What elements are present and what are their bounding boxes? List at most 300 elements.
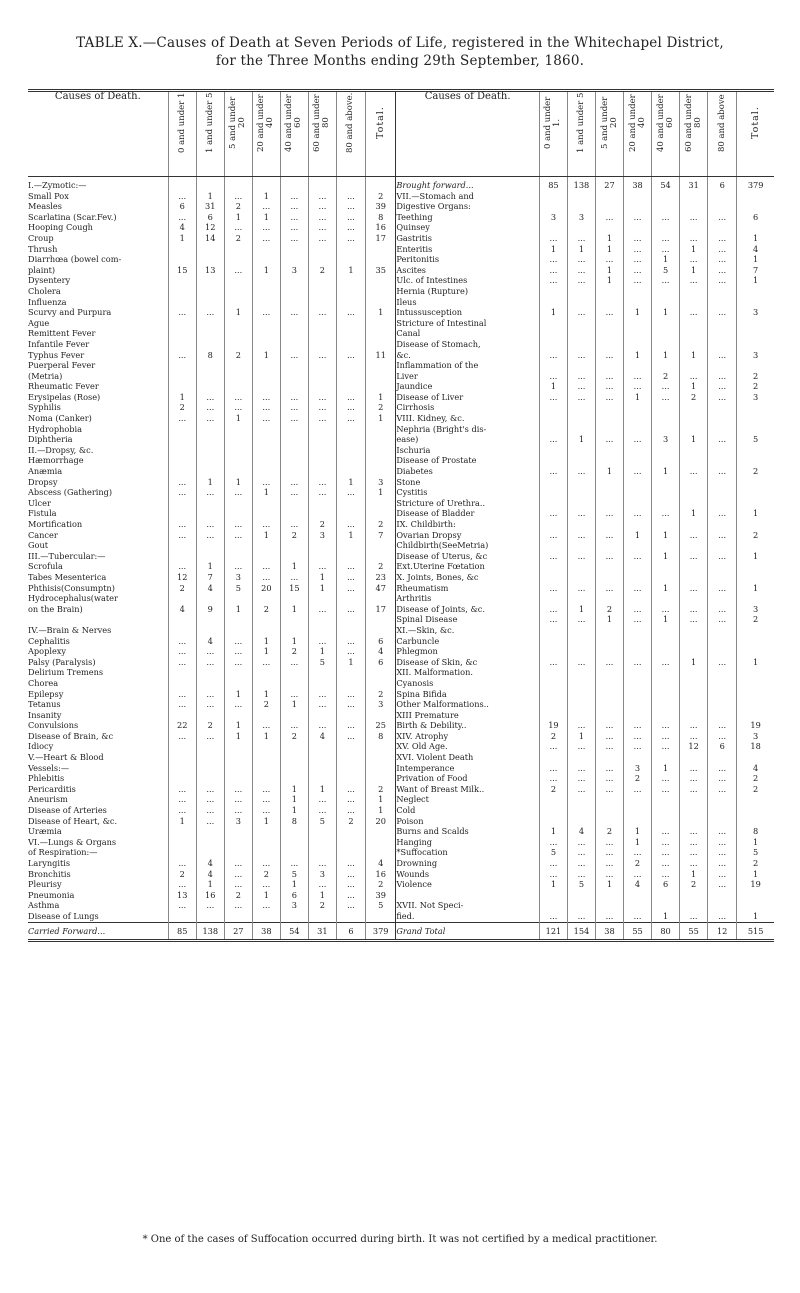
total-cell xyxy=(737,508,774,519)
count-cell xyxy=(567,837,595,848)
count-cell xyxy=(168,625,196,636)
cause-name xyxy=(28,911,168,922)
count-value: 4 xyxy=(207,858,213,868)
cause-label: Phlebitis xyxy=(28,773,65,784)
count-cell xyxy=(567,477,595,488)
total-value: 39 xyxy=(375,889,386,900)
count-cell xyxy=(336,286,365,297)
count-cell xyxy=(224,699,252,710)
count-value: ... xyxy=(234,635,243,646)
count-value: ... xyxy=(178,349,187,360)
count-cell xyxy=(652,869,680,880)
count-cell xyxy=(680,869,708,880)
count-value: 27 xyxy=(604,180,615,190)
cause-label: Disease of Liver xyxy=(396,391,464,402)
count-cell xyxy=(567,530,595,541)
count-cell xyxy=(252,646,280,657)
cause-label: Ext.Uterine Fœtation xyxy=(396,561,485,572)
count-value: 6 xyxy=(291,889,297,900)
cause-label: Vessels:— xyxy=(28,762,70,773)
total-value: 3 xyxy=(753,349,759,360)
total-cell xyxy=(366,222,396,233)
total-value: 4 xyxy=(753,762,759,773)
total-cell xyxy=(366,328,396,339)
count-cell xyxy=(680,371,708,382)
count-cell xyxy=(624,233,652,244)
count-cell xyxy=(280,773,308,784)
count-value: ... xyxy=(661,720,670,731)
cause-name xyxy=(28,402,168,413)
count-value: ... xyxy=(290,190,299,201)
count-value: ... xyxy=(290,232,299,243)
count-cell xyxy=(308,752,336,763)
count-cell xyxy=(624,593,652,604)
count-value: ... xyxy=(718,243,727,254)
count-cell xyxy=(196,339,224,350)
count-cell xyxy=(567,424,595,435)
cause-name xyxy=(396,244,540,255)
count-value: 2 xyxy=(606,826,613,837)
count-cell xyxy=(680,667,708,678)
header-total xyxy=(737,91,774,177)
count-value: ... xyxy=(178,529,187,540)
count-value: 2 xyxy=(179,402,185,413)
count-value: 1 xyxy=(690,349,697,360)
count-value: ... xyxy=(347,783,355,794)
count-cell xyxy=(652,699,680,710)
total-cell xyxy=(737,413,774,424)
count-cell xyxy=(595,657,623,668)
count-cell xyxy=(567,636,595,647)
count-value: ... xyxy=(178,211,187,222)
count-cell xyxy=(336,816,365,827)
count-value: 1 xyxy=(291,635,297,646)
count-value: 2 xyxy=(550,783,557,794)
count-cell xyxy=(708,244,737,255)
count-cell xyxy=(595,625,623,636)
count-cell xyxy=(196,222,224,233)
count-value: ... xyxy=(661,773,670,784)
total-value: 7 xyxy=(753,264,759,275)
cause-label: Gout xyxy=(28,540,49,551)
count-cell xyxy=(168,826,196,837)
count-cell xyxy=(567,657,595,668)
cause-name xyxy=(396,720,540,731)
count-cell xyxy=(595,773,623,784)
total-value: 2 xyxy=(753,529,759,540)
count-cell xyxy=(567,212,595,223)
count-value: ... xyxy=(689,370,698,381)
cause-name xyxy=(396,540,540,551)
count-cell xyxy=(196,318,224,329)
count-value: ... xyxy=(318,561,327,572)
cause-label: Scurvy and Purpura xyxy=(28,307,112,318)
count-cell xyxy=(224,805,252,816)
table-row xyxy=(28,784,774,795)
cause-name xyxy=(28,508,168,519)
cause-name xyxy=(28,392,168,403)
count-cell xyxy=(652,445,680,456)
count-cell xyxy=(280,466,308,477)
count-value: ... xyxy=(206,529,215,540)
count-value: 3 xyxy=(634,762,641,773)
count-cell xyxy=(652,434,680,445)
count-value: ... xyxy=(577,232,586,243)
count-cell xyxy=(308,678,336,689)
count-cell xyxy=(336,879,365,890)
count-cell xyxy=(539,625,567,636)
total-cell xyxy=(366,583,396,594)
cause-label: Intemperance xyxy=(396,762,455,773)
header-age-period xyxy=(336,91,365,177)
total-value: 8 xyxy=(753,826,759,837)
count-value: ... xyxy=(633,582,642,593)
count-cell xyxy=(624,201,652,212)
count-cell xyxy=(252,381,280,392)
count-value: 5 xyxy=(578,879,585,890)
count-cell xyxy=(224,466,252,477)
table-row xyxy=(28,371,774,382)
count-cell xyxy=(336,847,365,858)
total-cell xyxy=(737,837,774,848)
count-cell xyxy=(680,201,708,212)
count-cell xyxy=(595,604,623,615)
cause-name xyxy=(28,752,168,763)
count-cell xyxy=(336,540,365,551)
count-value: ... xyxy=(290,222,299,233)
count-cell xyxy=(308,381,336,392)
cause-name xyxy=(28,689,168,700)
count-value: 1 xyxy=(606,466,613,477)
cause-name xyxy=(28,434,168,445)
count-cell xyxy=(280,254,308,265)
header-total-label: Total. xyxy=(375,106,387,140)
count-cell xyxy=(196,466,224,477)
count-cell xyxy=(567,625,595,636)
count-cell xyxy=(280,720,308,731)
count-cell xyxy=(280,286,308,297)
causes-of-death-table xyxy=(28,89,774,942)
count-cell xyxy=(680,540,708,551)
count-value: ... xyxy=(318,805,327,816)
count-cell xyxy=(624,466,652,477)
count-cell xyxy=(252,455,280,466)
count-cell xyxy=(196,286,224,297)
count-cell xyxy=(708,604,737,615)
count-cell xyxy=(308,720,336,731)
count-cell xyxy=(196,847,224,858)
count-cell xyxy=(680,710,708,721)
count-value: ... xyxy=(633,381,642,392)
count-cell xyxy=(280,275,308,286)
count-cell xyxy=(595,710,623,721)
count-cell xyxy=(567,752,595,763)
total-cell xyxy=(366,731,396,742)
count-cell xyxy=(708,508,737,519)
count-value: 85 xyxy=(177,925,188,936)
count-value: 1 xyxy=(207,879,213,890)
count-cell xyxy=(567,593,595,604)
count-cell xyxy=(168,402,196,413)
count-cell xyxy=(252,307,280,318)
count-value: 154 xyxy=(573,925,590,936)
count-cell xyxy=(708,530,737,541)
count-cell xyxy=(624,551,652,562)
header-age-period xyxy=(280,91,308,177)
cause-label: Idiocy xyxy=(28,741,54,752)
total-cell xyxy=(737,731,774,742)
cause-label: Delirium Tremens xyxy=(28,667,104,678)
count-cell xyxy=(624,275,652,286)
count-cell xyxy=(336,678,365,689)
count-cell xyxy=(652,286,680,297)
count-value: 1 xyxy=(606,879,613,890)
count-cell xyxy=(168,212,196,223)
cause-name xyxy=(396,318,540,329)
count-cell xyxy=(595,265,623,276)
total-cell xyxy=(737,879,774,890)
count-value: ... xyxy=(689,858,698,868)
count-cell xyxy=(567,466,595,477)
total-cell xyxy=(737,222,774,233)
count-cell xyxy=(624,657,652,668)
count-value: ... xyxy=(178,858,187,868)
count-value: 4 xyxy=(207,635,213,646)
table-row xyxy=(28,667,774,678)
count-cell xyxy=(168,413,196,424)
count-value: ... xyxy=(347,222,355,233)
count-cell xyxy=(567,371,595,382)
total-cell xyxy=(366,625,396,636)
count-cell xyxy=(336,360,365,371)
cause-label: XV. Old Age. xyxy=(396,741,448,752)
count-cell xyxy=(595,593,623,604)
total-cell xyxy=(366,911,396,922)
count-cell xyxy=(168,307,196,318)
count-cell xyxy=(652,720,680,731)
count-cell xyxy=(168,424,196,435)
total-cell xyxy=(366,784,396,795)
count-cell xyxy=(567,900,595,911)
cause-label: X. Joints, Bones, &c xyxy=(396,571,479,582)
total-value: 6 xyxy=(378,656,384,667)
total-value: 3 xyxy=(753,730,759,741)
count-value: ... xyxy=(689,232,698,243)
count-cell xyxy=(624,773,652,784)
cause-name xyxy=(396,625,540,636)
count-cell xyxy=(539,540,567,551)
count-value: ... xyxy=(689,762,698,773)
count-cell xyxy=(595,636,623,647)
count-cell xyxy=(624,625,652,636)
count-cell xyxy=(624,371,652,382)
count-value: ... xyxy=(178,635,187,646)
cause-name xyxy=(396,487,540,498)
count-value: ... xyxy=(633,264,642,275)
count-cell xyxy=(252,487,280,498)
count-cell xyxy=(680,837,708,848)
table-row xyxy=(28,434,774,445)
count-cell xyxy=(196,498,224,509)
count-value: 1 xyxy=(179,815,185,826)
table-row xyxy=(28,689,774,700)
count-value: ... xyxy=(577,783,586,794)
count-value: 1 xyxy=(291,603,297,614)
count-value: ... xyxy=(689,720,698,731)
count-cell xyxy=(539,593,567,604)
total-value: 8 xyxy=(378,211,384,222)
count-cell xyxy=(168,297,196,308)
cause-name xyxy=(396,583,540,594)
cause-label: Phthisis(Consumptn) xyxy=(28,582,115,593)
count-cell xyxy=(280,328,308,339)
count-cell xyxy=(624,508,652,519)
count-value: ... xyxy=(234,402,243,413)
count-cell xyxy=(224,593,252,604)
cause-name xyxy=(396,636,540,647)
count-cell xyxy=(539,561,567,572)
count-cell xyxy=(308,858,336,869)
count-cell xyxy=(224,636,252,647)
cause-label: Pericarditis xyxy=(28,783,76,794)
count-value: ... xyxy=(577,741,586,752)
count-cell xyxy=(224,371,252,382)
count-cell xyxy=(252,667,280,678)
table-row xyxy=(28,763,774,774)
total-cell xyxy=(366,816,396,827)
total-cell xyxy=(737,201,774,212)
count-cell xyxy=(308,593,336,604)
count-cell xyxy=(708,466,737,477)
count-value: 12 xyxy=(716,925,728,936)
count-cell xyxy=(336,657,365,668)
cause-name xyxy=(396,710,540,721)
count-value: 1 xyxy=(662,349,669,360)
count-value: 138 xyxy=(202,925,219,936)
count-cell xyxy=(708,424,737,435)
total-value: 1 xyxy=(753,232,759,243)
count-cell xyxy=(539,307,567,318)
count-cell xyxy=(336,784,365,795)
count-value: ... xyxy=(605,773,614,784)
count-cell xyxy=(595,741,623,752)
cause-label: VII.—Stomach and xyxy=(396,190,474,201)
count-cell xyxy=(196,646,224,657)
count-cell xyxy=(567,508,595,519)
total-cell xyxy=(366,350,396,361)
count-cell xyxy=(168,498,196,509)
count-cell xyxy=(252,794,280,805)
count-value: ... xyxy=(718,381,727,392)
count-cell xyxy=(252,678,280,689)
count-value: 12 xyxy=(177,571,188,582)
count-cell xyxy=(168,201,196,212)
count-value: ... xyxy=(234,656,243,667)
total-value: 3 xyxy=(378,476,384,487)
count-cell xyxy=(280,816,308,827)
count-cell xyxy=(624,561,652,572)
total-cell xyxy=(737,710,774,721)
count-cell xyxy=(652,222,680,233)
count-cell xyxy=(280,424,308,435)
count-value: ... xyxy=(178,656,187,667)
count-value: ... xyxy=(347,889,355,900)
cause-name xyxy=(396,434,540,445)
count-cell xyxy=(196,858,224,869)
count-cell xyxy=(336,477,365,488)
count-cell xyxy=(196,678,224,689)
count-cell xyxy=(252,466,280,477)
count-cell xyxy=(652,731,680,742)
total-cell xyxy=(366,540,396,551)
cause-name xyxy=(396,297,540,308)
count-value: ... xyxy=(718,211,727,222)
count-value: ... xyxy=(318,635,327,646)
count-cell xyxy=(595,212,623,223)
count-value: ... xyxy=(689,307,698,318)
count-value: 1 xyxy=(662,529,669,540)
total-cell xyxy=(737,265,774,276)
total-cell xyxy=(366,741,396,752)
count-cell xyxy=(567,233,595,244)
count-cell xyxy=(680,657,708,668)
count-cell xyxy=(252,519,280,530)
table-row xyxy=(28,805,774,816)
count-cell xyxy=(336,752,365,763)
total-value: 17 xyxy=(375,232,386,243)
cause-label: Jaundice xyxy=(396,381,433,392)
count-cell xyxy=(624,487,652,498)
total-value: 2 xyxy=(753,773,759,784)
cause-name xyxy=(28,328,168,339)
count-value: 2 xyxy=(263,603,269,614)
count-cell xyxy=(708,561,737,572)
count-cell xyxy=(680,222,708,233)
count-cell xyxy=(224,922,252,941)
total-cell xyxy=(737,636,774,647)
count-cell xyxy=(280,890,308,901)
count-value: ... xyxy=(178,190,187,201)
count-cell xyxy=(652,583,680,594)
total-value: 2 xyxy=(378,879,384,890)
count-cell xyxy=(680,254,708,265)
count-value: 1 xyxy=(348,656,354,667)
count-cell xyxy=(680,699,708,710)
count-value: ... xyxy=(689,466,698,477)
count-value: ... xyxy=(549,391,558,402)
count-cell xyxy=(280,794,308,805)
count-value: ... xyxy=(262,858,271,868)
count-cell xyxy=(224,763,252,774)
count-value: ... xyxy=(633,275,642,286)
count-value: ... xyxy=(718,349,727,360)
count-cell xyxy=(539,328,567,339)
count-value: 1 xyxy=(235,688,241,699)
count-cell xyxy=(336,434,365,445)
cause-label: Influenza xyxy=(28,296,67,307)
count-cell xyxy=(539,466,567,477)
count-cell xyxy=(252,636,280,647)
count-cell xyxy=(280,858,308,869)
count-value: 1 xyxy=(634,836,641,847)
cause-name xyxy=(28,244,168,255)
count-cell xyxy=(308,519,336,530)
cause-name xyxy=(396,201,540,212)
total-value: 2 xyxy=(753,614,759,625)
count-value: 7 xyxy=(207,571,213,582)
count-cell xyxy=(595,614,623,625)
count-value: ... xyxy=(262,571,271,582)
